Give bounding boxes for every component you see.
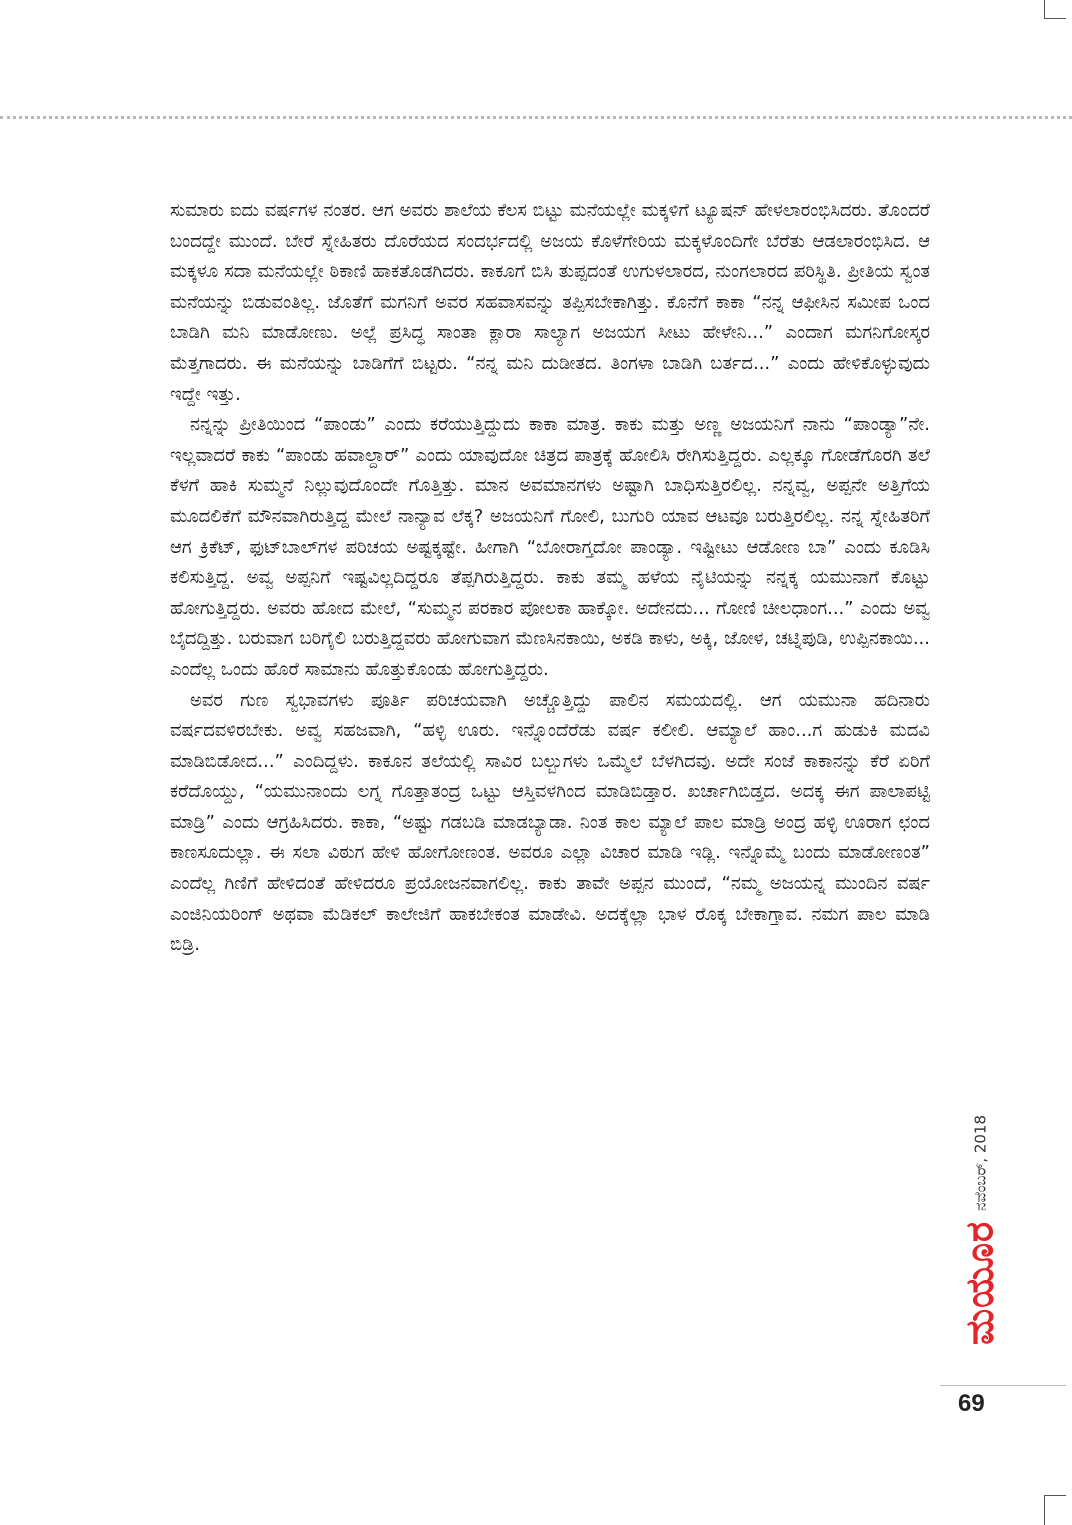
paragraph: ಸುಮಾರು ಐದು ವರ್ಷಗಳ ನಂತರ. ಆಗ ಅವರು ಶಾಲೆಯ ಕೆಲಸ ಬಿಟ್ಟು ಮನೆಯಲ್ಲೇ ಮಕ್ಕಳಿಗೆ ಟ್ಯೂಷನ್ ಹೇಳಲಾರಂಭಿಸಿದರು. ತೊಂದರೆ ಬಂದದ್ದೇ ಮುಂದೆ. ಬೇರೆ ಸ್ನೇಹಿತರು ದೊರೆಯದ ಸಂದರ್ಭದಲ್ಲಿ ಅಜಯ ಕೊಳೆಗೇರಿಯ ಮಕ್ಕಳೊಂದಿಗೇ ಬೆರೆತು ಆಡಲಾರಂಭಿಸಿದ. ಆ ಮಕ್ಕಳೂ ಸದಾ ಮನೆಯಲ್ಲೇ ಠಿಕಾಣಿ ಹಾಕತೊಡಗಿದರು. ಕಾಕೂಗೆ ಬಿಸಿ ತುಪ್ಪದಂತೆ ಉಗುಳಲಾರದ, ನುಂಗಲಾರದ ಪರಿಸ್ಥಿತಿ. ಪ್ರೀತಿಯ ಸ್ವಂತ ಮನೆಯನ್ನು ಬಿಡುವಂತಿಲ್ಲ. ಜೊತೆಗೆ ಮಗನಿಗೆ ಅವರ ಸಹವಾಸವನ್ನು ತಪ್ಪಿಸಬೇಕಾಗಿತ್ತು. ಕೊನೆಗೆ ಕಾಕಾ “ನನ್ನ ಆಫೀಸಿನ ಸಮೀಪ ಒಂದ ಬಾಡಿಗಿ ಮನಿ ಮಾಡೋಣು. ಅಲ್ಲೆ ಪ್ರಸಿದ್ಧ ಸಾಂತಾ ಕ್ಲಾರಾ ಸಾಲ್ಯಾಗ ಅಜಯಗ ಸೀಟು ಹೇಳೇನಿ...” ಎಂದಾಗ ಮಗನಿಗೋಸ್ಕರ ಮೆತ್ತಗಾದರು. ಈ ಮನೆಯನ್ನು ಬಾಡಿಗೆಗೆ ಬಿಟ್ಟರು. “ನನ್ನ ಮನಿ ದುಡೀತದ. ತಿಂಗಳಾ ಬಾಡಿಗಿ ಬರ್ತದ...” ಎಂದು ಹೇಳಿಕೊಳ್ಳುವುದು ಇದ್ದೇ ಇತ್ತು. (170, 200, 930, 405)
paragraph: ಅವರ ಗುಣ ಸ್ವಭಾವಗಳು ಪೂರ್ತಿ ಪರಿಚಯವಾಗಿ ಅಚ್ಚೊತ್ತಿದ್ದು ಪಾಲಿನ ಸಮಯದಲ್ಲಿ. ಆಗ ಯಮುನಾ ಹದಿನಾರು ವರ್ಷದವಳಿರಬೇಕು. ಅವ್ವ ಸಹಜವಾಗಿ, “ಹಳ್ಳಿ ಊರು. ಇನ್ನೊಂದೆರೆಡು ವರ್ಷ ಕಲೀಲಿ. ಆಮ್ಯಾಲೆ ಹಾಂ...ಗ ಹುಡುಕಿ ಮದವಿ ಮಾಡಿಬಿಡೋದ...” ಎಂದಿದ್ದಳು. ಕಾಕೂನ ತಲೆಯಲ್ಲಿ ಸಾವಿರ ಬಲ್ಬುಗಳು ಒಮ್ಮೆಲೆ ಬೆಳಗಿದವು. ಅದೇ ಸಂಜೆ ಕಾಕಾನನ್ನು ಕೆರೆ ಏರಿಗೆ ಕರೆದೊಯ್ದು, “ಯಮುನಾಂದು ಲಗ್ನ ಗೊತ್ತಾತಂದ್ರ ಒಟ್ಟು ಆಸ್ತಿವಳಗಿಂದ ಮಾಡಿಬಿಡ್ತಾರ. ಖರ್ಚಾಗಿಬಿಡ್ತದ. ಅದಕ್ಕ ಈಗ ಪಾಲಾಪಟ್ಟಿ ಮಾಡ್ರಿ” ಎಂದು ಆಗ್ರಹಿಸಿದರು. ಕಾಕಾ, “ಅಷ್ಟು ಗಡಬಡಿ ಮಾಡಬ್ಯಾಡಾ. ನಿಂತ ಕಾಲ ಮ್ಯಾಲೆ ಪಾಲ ಮಾಡ್ರಿ ಅಂದ್ರ ಹಳ್ಳಿ ಊರಾಗ ಛಂದ ಕಾಣಸೂದುಲ್ಲಾ. ಈ ಸಲಾ ವಿಠುಗ ಹೇಳಿ ಹೋಗೋಣಂತ. ಅವರೂ ಎಲ್ಲಾ ವಿಚಾರ ಮಾಡಿ ಇಡ್ಲಿ. ಇನ್ನೊಮ್ಮೆ ಬಂದು ಮಾಡೋಣಂತ” ಎಂದೆಲ್ಲ ಗಿಣಿಗೆ ಹೇಳಿದಂತೆ ಹೇಳಿದರೂ ಪ್ರಯೋಜನವಾಗಲಿಲ್ಲ. ಕಾಕು ತಾವೇ ಅಪ್ಪನ ಮುಂದೆ, “ನಮ್ಮ ಅಜಯನ್ನ ಮುಂದಿನ ವರ್ಷ ಎಂಜಿನಿಯರಿಂಗ್ ಅಥವಾ ಮೆಡಿಕಲ್ ಕಾಲೇಜಿಗೆ ಹಾಕಬೇಕಂತ ಮಾಡೇವಿ. ಅದಕ್ಕೆಲ್ಲಾ ಭಾಳ ರೊಕ್ಕ ಬೇಕಾಗ್ತಾವ. ನಮಗ ಪಾಲ ಮಾಡಿ ಬಿಡ್ರಿ. (170, 689, 930, 956)
article-body (170, 196, 930, 961)
header-dotted-rule (0, 116, 1072, 119)
crop-mark-bottom-right (1044, 1495, 1045, 1525)
page-number: 69 (958, 1390, 985, 1417)
paragraph: ನನ್ನನ್ನು ಪ್ರೀತಿಯಿಂದ “ಪಾಂಡು” ಎಂದು ಕರೆಯುತ್ತಿದ್ದುದು ಕಾಕಾ ಮಾತ್ರ. ಕಾಕು ಮತ್ತು ಅಣ್ಣ ಅಜಯನಿಗೆ ನಾನು “ಪಾಂಡ್ಯಾ”ನೇ. ಇಲ್ಲವಾದರೆ ಕಾಕು “ಪಾಂಡು ಹವಾಲ್ದಾರ್” ಎಂದು ಯಾವುದೋ ಚಿತ್ರದ ಪಾತ್ರಕ್ಕೆ ಹೋಲಿಸಿ ರೇಗಿಸುತ್ತಿದ್ದರು. ಎಲ್ಲಕ್ಕೂ ಗೋಡೆಗೊರಗಿ ತಲೆ ಕೆಳಗೆ ಹಾಕಿ ಸುಮ್ಮನೆ ನಿಲ್ಲುವುದೊಂದೇ ಗೊತ್ತಿತ್ತು. ಮಾನ ಅವಮಾನಗಳು ಅಷ್ಟಾಗಿ ಬಾಧಿಸುತ್ತಿರಲಿಲ್ಲ. ನನ್ನವ್ವ, ಅಪ್ಪನೇ ಅತ್ತಿಗೆಯ ಮೂದಲಿಕೆಗೆ ಮೌನವಾಗಿರುತ್ತಿದ್ದ ಮೇಲೆ ನಾನ್ಯಾವ ಲೆಕ್ಕ? ಅಜಯನಿಗೆ ಗೋಲಿ, ಬುಗುರಿ ಯಾವ ಆಟವೂ ಬರುತ್ತಿರಲಿಲ್ಲ. ನನ್ನ ಸ್ನೇಹಿತರಿಗೆ ಆಗ ಕ್ರಿಕೆಟ್, ಫುಟ್‌ಬಾಲ್‌ಗಳ ಪರಿಚಯ ಅಷ್ಟಕ್ಕಷ್ಟೇ. ಹೀಗಾಗಿ “ಬೋರಾಗ್ತದೋ ಪಾಂಡ್ಯಾ. ಇಷ್ಟೀಟು ಆಡೋಣ ಬಾ” ಎಂದು ಕೂಡಿಸಿ ಕಲಿಸುತ್ತಿದ್ದ. ಅವ್ವ ಅಪ್ಪನಿಗೆ ಇಷ್ಟವಿಲ್ಲದಿದ್ದರೂ ತೆಪ್ಪಗಿರುತ್ತಿದ್ದರು. ಕಾಕು ತಮ್ಮ ಹಳೆಯ ನೈಟಿಯನ್ನು ನನ್ನಕ್ಕ ಯಮುನಾಗೆ ಕೊಟ್ಟು ಹೋಗುತ್ತಿದ್ದರು. ಅವರು ಹೋದ ಮೇಲೆ, “ಸುಮ್ಮನ ಪರಕಾರ ಪೋಲಕಾ ಹಾಕ್ಕೋ. ಅದೇನದು... ಗೋಣಿ ಚೀಲಧಾಂಗ...” ಎಂದು ಅವ್ವ ಬೈದದ್ದಿತ್ತು. ಬರುವಾಗ ಬರಿಗೈಲಿ ಬರುತ್ತಿದ್ದವರು ಹೋಗುವಾಗ ಮೆಣಸಿನಕಾಯಿ, ಅಕಡಿ ಕಾಳು, ಅಕ್ಕಿ, ಜೋಳ, ಚಟ್ನಿಪುಡಿ, ಉಪ್ಪಿನಕಾಯಿ... ಎಂದೆಲ್ಲ ಒಂದು ಹೊರೆ ಸಾಮಾನು ಹೊತ್ತುಕೊಂಡು ಹೋಗುತ್ತಿದ್ದರು. (170, 414, 930, 680)
crop-mark-bottom-right-horizontal (1044, 1495, 1066, 1496)
crop-mark-top-right-horizontal (1044, 18, 1066, 19)
issue-date: ನವೆಂಬರ್, 2018 (971, 1114, 989, 1211)
magazine-side-label (958, 1085, 1002, 1375)
crop-mark-top-right (1044, 0, 1045, 18)
page-number-rule (940, 1385, 1066, 1386)
magazine-name: ಮಯೂರ (957, 1220, 1002, 1346)
